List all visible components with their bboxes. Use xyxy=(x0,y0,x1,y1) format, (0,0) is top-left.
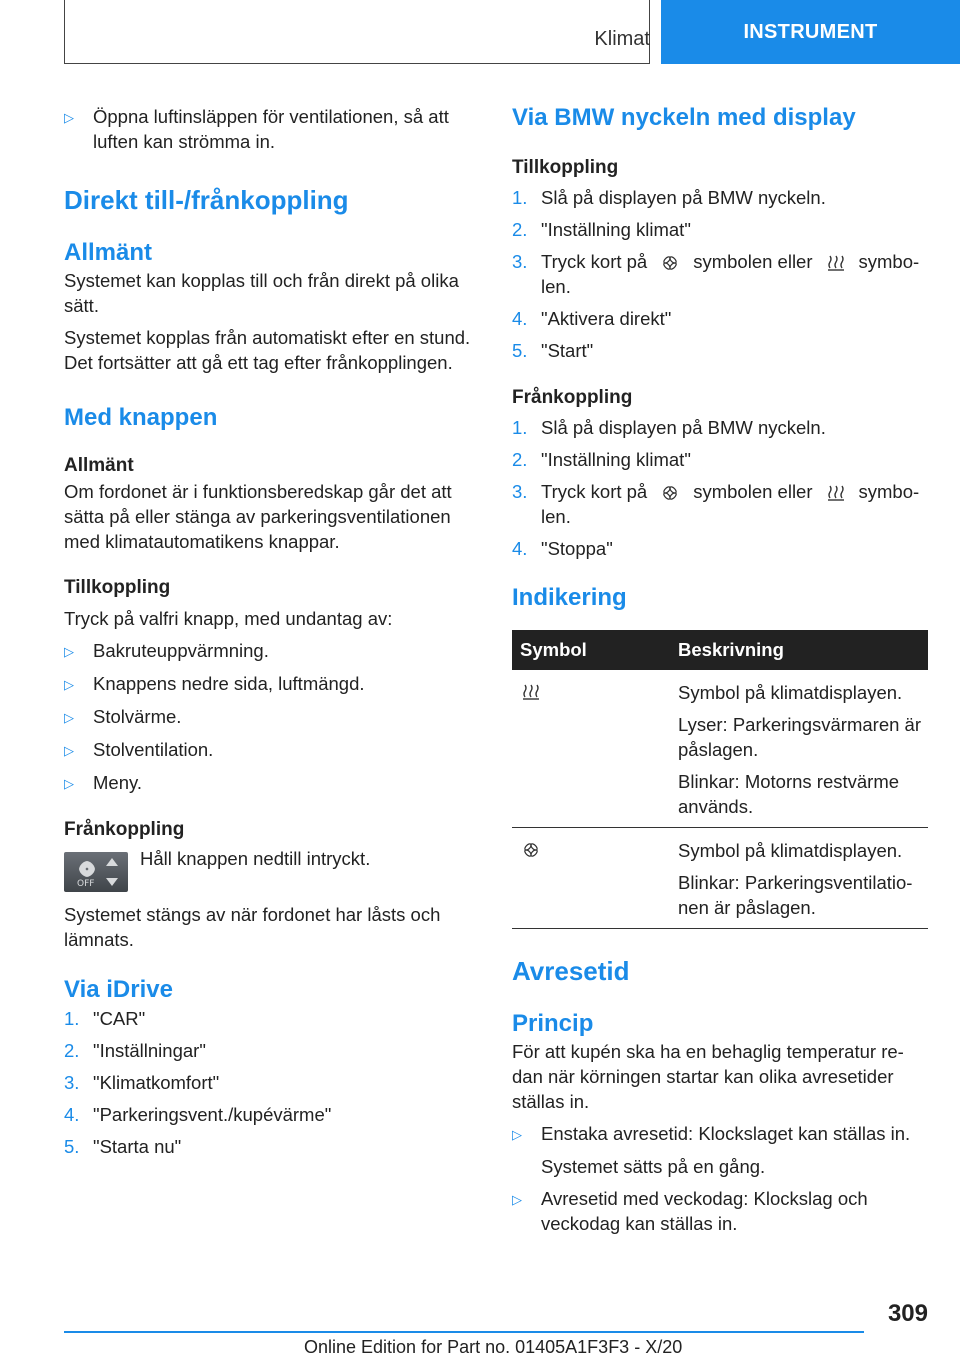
list-item: 2. "Inställning klimat" xyxy=(512,449,691,470)
page-number: 309 xyxy=(887,1300,928,1327)
right-column xyxy=(512,100,928,1236)
col-header-symbol: Symbol xyxy=(512,630,678,670)
fan-icon xyxy=(659,484,681,502)
list-item: 5. "Starta nu" xyxy=(64,1136,182,1157)
heading-principle: Princip xyxy=(512,1010,594,1037)
subheading-off: Frånkoppling xyxy=(64,819,185,840)
triangle-bullet-icon: ▷ xyxy=(64,677,74,692)
svg-text:OFF: OFF xyxy=(77,879,95,889)
list-item: 2. "Inställning klimat" xyxy=(512,219,691,240)
sub-paragraph: Systemet sätts på en gång. xyxy=(541,1156,766,1177)
list-item: 2. "Inställningar" xyxy=(64,1040,206,1061)
paragraph: Tryck på valfri knapp, med undantag av: xyxy=(64,608,393,629)
on-exceptions-list xyxy=(64,638,479,796)
list-item: 1. Slå på displayen på BMW nyckeln. xyxy=(512,417,826,438)
triangle-bullet-icon: ▷ xyxy=(64,743,74,758)
off-instruction xyxy=(64,848,479,892)
list-item: ▷ Öppna luftinsläppen för ventilationen, så att luften kan strömma in. xyxy=(64,106,449,152)
list-item: 5. "Start" xyxy=(512,340,594,361)
heading-buttons: Med knappen xyxy=(64,404,218,431)
list-item: ▷ Stolvärme. xyxy=(64,704,479,730)
chapter-label: INSTRUMENT xyxy=(743,20,878,43)
section-title: Klimat xyxy=(594,28,650,50)
header-left-box xyxy=(64,0,650,64)
heating-icon xyxy=(825,254,847,272)
triangle-bullet-icon: ▷ xyxy=(512,1192,522,1207)
triangle-bullet-icon: ▷ xyxy=(64,776,74,791)
list-item: 4. "Parkeringsvent./kupévärme" xyxy=(64,1104,332,1125)
footer-divider xyxy=(64,1331,864,1333)
list-item: 1. Slå på displayen på BMW nyckeln. xyxy=(512,187,826,208)
heading-direct: Direkt till-/frånkoppling xyxy=(64,185,349,215)
subheading-on: Tillkoppling xyxy=(64,577,171,598)
triangle-bullet-icon: ▷ xyxy=(64,644,74,659)
indication-table xyxy=(512,630,928,929)
paragraph: Systemet kan kopplas till och från direkt på olika sätt. xyxy=(64,270,459,316)
table-row: Symbol på klimatdisplayen. Lyser: Parkeringsvärmaren är påslagen. Blinkar: Motorns restvärme används. xyxy=(512,670,928,828)
list-item: ▷ Avresetid med veckodag: Klockslag och veckodag kan ställas in. xyxy=(512,1188,868,1234)
col-header-description: Beskrivning xyxy=(678,630,928,670)
triangle-bullet-icon: ▷ xyxy=(64,110,74,125)
table-row: Symbol på klimatdisplayen. Blinkar: Parkeringsventilationen är påslagen. xyxy=(512,828,928,929)
fan-icon xyxy=(659,254,681,272)
fan-off-button-image xyxy=(64,852,128,892)
list-item: 3. Tryck kort på symbolen eller symbolen. xyxy=(512,251,920,297)
idrive-steps xyxy=(64,1006,479,1159)
paragraph: Systemet kopplas från automatiskt efter en stund. Det fortsätter att gå ett tag efter frånkopplingen. xyxy=(64,327,471,373)
departure-list xyxy=(512,1121,928,1236)
list-item: ▷ Knappens nedre sida, luftmängd. xyxy=(64,671,479,697)
subheading-off: Frånkoppling xyxy=(512,387,633,408)
list-item: 4. "Aktivera direkt" xyxy=(512,308,672,329)
list-item: ▷ Stolventilation. xyxy=(64,737,479,763)
list-item: 4. "Stoppa" xyxy=(512,538,613,559)
list-item: 3. "Klimatkomfort" xyxy=(64,1072,220,1093)
footer-edition: Online Edition for Part no. 01405A1F3F3 - X/20 xyxy=(304,1337,683,1357)
list-item: ▷ Bakruteuppvärmning. xyxy=(64,638,479,664)
paragraph: Håll knappen nedtill intryckt. xyxy=(140,848,371,869)
heating-icon xyxy=(520,683,542,701)
left-column xyxy=(64,100,479,1159)
key-off-steps xyxy=(512,415,928,561)
fan-icon xyxy=(64,852,128,892)
heading-departure: Avresetid xyxy=(512,956,630,986)
paragraph: Om fordonet är i funktionsberedskap går det att sätta på eller stänga av parkeringsventilationen med klimatautomatikens knappar. xyxy=(64,481,452,552)
list-item: 3. Tryck kort på symbolen eller symbolen. xyxy=(512,481,920,527)
heading-general: Allmänt xyxy=(64,239,153,266)
heating-icon xyxy=(825,484,847,502)
subheading: Allmänt xyxy=(64,455,134,476)
key-on-steps xyxy=(512,185,928,363)
heading-indication: Indikering xyxy=(512,584,627,611)
paragraph: Systemet stängs av när fordonet har låsts och lämnats. xyxy=(64,904,441,950)
triangle-bullet-icon: ▷ xyxy=(512,1127,522,1142)
paragraph: För att kupén ska ha en behaglig temperatur redan när körningen startar kan olika avresetider ställas in. xyxy=(512,1041,904,1112)
heading-idrive: Via iDrive xyxy=(64,976,173,1003)
list-item: 1. "CAR" xyxy=(64,1008,146,1029)
triangle-bullet-icon: ▷ xyxy=(64,710,74,725)
list-item: ▷ Enstaka avresetid: Klockslaget kan ställas in. xyxy=(512,1121,928,1147)
list-item: ▷ Meny. xyxy=(64,770,479,796)
heading-key: Via BMW nyckeln med display xyxy=(512,104,856,131)
subheading-on: Tillkoppling xyxy=(512,157,619,178)
chapter-tab[interactable] xyxy=(661,0,960,64)
fan-icon xyxy=(520,841,542,859)
